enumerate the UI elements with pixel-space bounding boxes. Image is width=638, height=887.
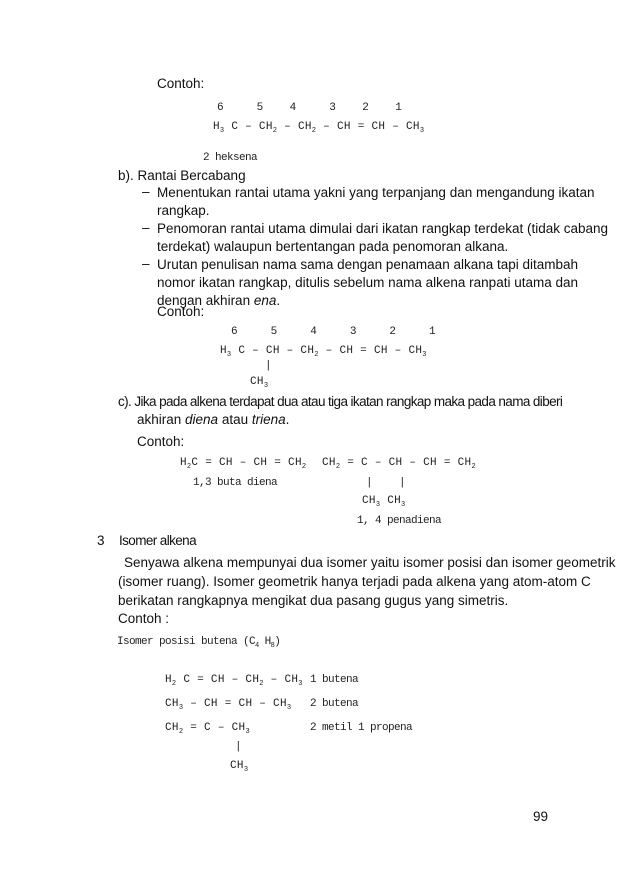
- compound-name: 1,3 buta diena: [193, 477, 278, 489]
- section-number: 3: [97, 533, 105, 548]
- structural-formula-penadiena: [322, 457, 476, 469]
- contoh-label: Contoh:: [157, 304, 205, 319]
- compound-name: 1, 4 penadiena: [357, 515, 442, 527]
- branch-bond: |: [235, 741, 242, 753]
- formula-subscript: 3: [286, 704, 292, 712]
- structural-formula-branched: [220, 345, 427, 357]
- italic-term: ena: [253, 293, 277, 308]
- formula-subscript: 2: [171, 680, 177, 688]
- formula-subscript: 3: [298, 680, 303, 688]
- isomer-name: 2 butena: [310, 698, 359, 710]
- bullet-text: Menentukan rantai utama yakni yang terpanjang dan mengandung ikatan rangkap.: [157, 185, 595, 218]
- formula-part: C – CH: [224, 121, 273, 133]
- formula-part: H: [180, 457, 187, 469]
- formula-subscript: 3: [375, 501, 381, 509]
- formula-subscript: 2: [301, 463, 307, 471]
- carbon-numbering: 6 5 4 3 2 1: [217, 102, 402, 114]
- contoh-label: Contoh:: [137, 434, 185, 449]
- text-part: akhiran: [137, 412, 186, 427]
- section-b-heading: b). Rantai Bercabang: [118, 168, 246, 183]
- formula-part: H: [220, 345, 227, 357]
- formula-subscript: 3: [263, 382, 269, 390]
- formula-part: ): [274, 636, 281, 648]
- formula-part: – CH: [263, 674, 299, 686]
- formula-subscript: 2: [272, 127, 278, 135]
- formula-subscript: 2: [314, 351, 319, 359]
- formula-part: H: [165, 674, 172, 686]
- formula-part: – CH = CH – CH: [183, 698, 287, 710]
- branch-methyls: [362, 495, 406, 507]
- formula-part: CH: [250, 376, 264, 388]
- formula-part: CH: [165, 698, 179, 710]
- branch-bond: |: [265, 360, 272, 372]
- formula-part: Isomer posisi butena (C: [117, 636, 256, 648]
- formula-subscript: 2: [311, 127, 317, 135]
- isomer-title: [117, 636, 280, 650]
- branch-methyl: [250, 376, 268, 388]
- formula-part: CH: [380, 495, 402, 507]
- section-c-line: [137, 412, 289, 427]
- formula-part: H: [213, 121, 220, 133]
- italic-term: diena: [185, 412, 219, 427]
- formula-part: CH: [165, 722, 179, 734]
- formula-subscript: 3: [219, 127, 225, 135]
- formula-part: C = CH – CH: [176, 674, 260, 686]
- isomer-name: 1 butena: [310, 674, 359, 686]
- bullet-text-part: .: [276, 293, 281, 308]
- formula-part: – CH: [277, 121, 312, 133]
- bullet-dash: –: [142, 220, 150, 235]
- contoh-label: Contoh:: [157, 76, 205, 91]
- formula-part: CH: [230, 760, 244, 772]
- formula-subscript: 3: [245, 728, 250, 736]
- isomer-formula: [165, 674, 303, 686]
- page-number: 99: [533, 809, 549, 824]
- formula-part: C – CH – CH: [231, 345, 315, 357]
- formula-subscript: 2: [335, 463, 341, 471]
- isomer-formula: [165, 698, 291, 710]
- formula-subscript: 3: [422, 351, 427, 359]
- formula-subscript: 2: [186, 463, 192, 471]
- isomer-formula: [165, 722, 250, 734]
- structural-formula-butadiena: [180, 457, 306, 469]
- text-part: atau: [218, 412, 252, 427]
- bullet-dash: –: [142, 184, 150, 199]
- formula-subscript: 2: [259, 680, 264, 688]
- formula-subscript: 3: [243, 766, 249, 774]
- italic-term: triena: [251, 412, 286, 427]
- bullet-text-part: Urutan penulisan nama sama dengan penamaan alkana tapi ditambah nomor ikatan rangkap, ditulis sebelum nama alkena ranpati utama dan dengan akhiran: [157, 257, 579, 308]
- bullet-dash: –: [142, 256, 150, 271]
- formula-subscript: 3: [178, 704, 184, 712]
- formula-part: CH: [362, 495, 376, 507]
- isomer-paragraph: Senyawa alkena mempunyai dua isomer yaitu isomer posisi dan isomer geometrik (isomer ruang). Isomer geometrik hanya terjadi pada alkena yang atom-atom C berikatan rangkapnya mengikat dua pasang gugus yang simetris.: [118, 555, 616, 608]
- formula-part: = C – CH – CH = CH: [340, 457, 472, 469]
- bullet-text: [157, 256, 617, 310]
- formula-subscript: 2: [178, 728, 184, 736]
- compound-name: 2 heksena: [203, 152, 258, 164]
- formula-part: = C – CH: [183, 722, 246, 734]
- formula-subscript: 2: [471, 463, 476, 471]
- formula-part: – CH = CH – CH: [318, 345, 423, 357]
- formula-part: C = CH – CH = CH: [191, 457, 302, 469]
- text-part: .: [285, 412, 290, 427]
- branch-methyl: [230, 760, 248, 772]
- formula-subscript: 3: [401, 501, 406, 509]
- formula-part: H: [258, 636, 271, 648]
- carbon-numbering: 6 5 4 3 2 1: [231, 326, 436, 338]
- formula-subscript: 4: [255, 642, 259, 650]
- branch-bonds: | |: [366, 477, 406, 489]
- structural-formula-2-heksena: [213, 121, 424, 133]
- formula-subscript: 3: [226, 351, 232, 359]
- bullet-text: Penomoran rantai utama dimulai dari ikatan rangkap terdekat (tidak cabang terdekat) walaupun bertentangan pada penomoran alkana.: [157, 221, 609, 254]
- section-c-line: c). Jika pada alkena terdapat dua atau tiga ikatan rangkap maka pada nama diberi: [118, 394, 563, 409]
- isomer-name: 2 metil 1 propena: [310, 722, 413, 734]
- formula-part: CH: [322, 457, 336, 469]
- section-heading: Isomer alkena: [119, 533, 196, 548]
- formula-subscript: 3: [419, 127, 425, 135]
- contoh-label: Contoh :: [118, 611, 170, 626]
- formula-part: – CH = CH – CH: [316, 121, 420, 133]
- formula-subscript: 8: [270, 642, 275, 650]
